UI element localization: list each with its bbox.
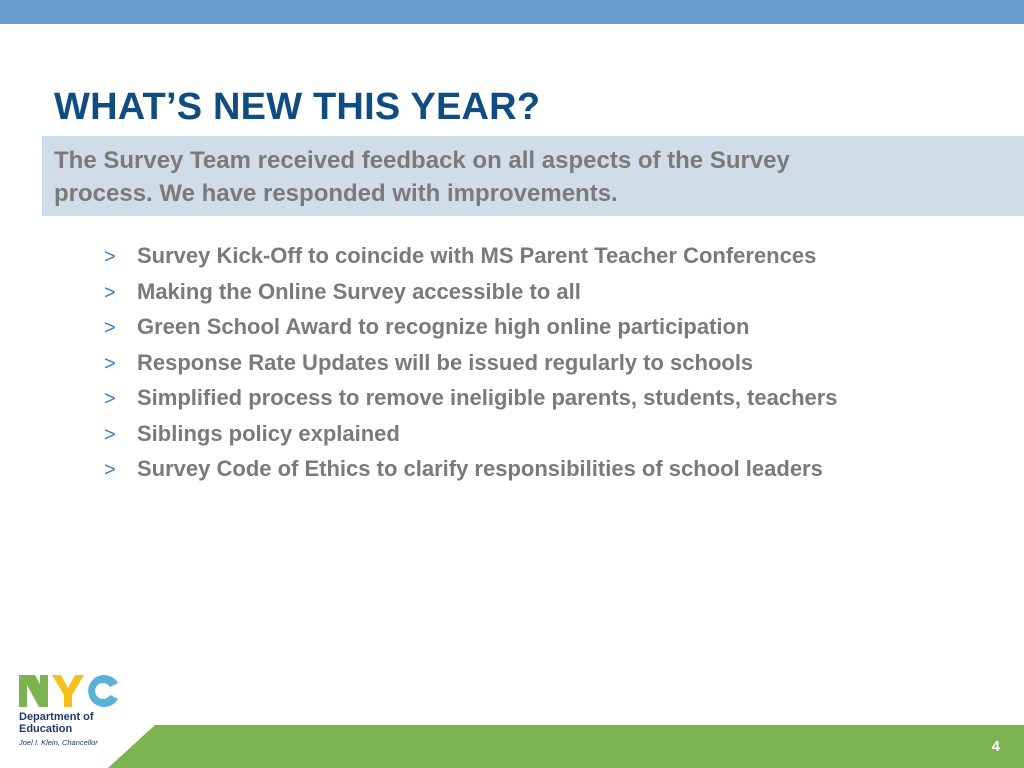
bullet-text: Response Rate Updates will be issued regularly to schools <box>137 349 754 375</box>
bullet-text: Simplified process to remove ineligible parents, students, teachers <box>137 385 838 410</box>
bullet-marker: > <box>104 246 116 268</box>
bullet-marker: > <box>104 317 116 339</box>
bullet-item <box>104 456 838 492</box>
bullet-text: Green School Award to recognize high online participation <box>137 314 750 339</box>
bullet-text: Making the Online Survey accessible to all <box>137 278 581 304</box>
footer-green-bar <box>0 725 1024 768</box>
subtitle-line-2: process. We have responded with improvements. <box>54 180 618 207</box>
bullet-text: Siblings policy explained <box>137 420 400 446</box>
bullet-marker: > <box>104 281 116 304</box>
bullet-marker: > <box>104 388 116 410</box>
logo-chancellor-text: Joel I. Klein, Chancellor <box>19 738 98 747</box>
subtitle-line-1: The Survey Team received feedback on all aspects of the Survey <box>54 147 790 174</box>
bullet-item <box>104 385 838 421</box>
logo-department-text: Department of Education <box>19 711 94 735</box>
bullet-marker: > <box>104 423 116 446</box>
bullet-item <box>104 350 838 386</box>
bullet-item <box>104 243 838 279</box>
bullet-text: Survey Code of Ethics to clarify responsibilities of school leaders <box>137 456 823 481</box>
bullet-item <box>104 279 838 315</box>
page-number: 4 <box>991 738 1000 755</box>
slide-title: WHAT’S NEW THIS YEAR? <box>54 86 541 128</box>
top-accent-bar <box>0 0 1024 24</box>
bullet-text: Survey Kick-Off to coincide with MS Parent Teacher Conferences <box>137 243 817 268</box>
subtitle-box <box>42 136 1024 216</box>
bullet-item <box>104 314 838 350</box>
bullet-marker: > <box>104 352 116 375</box>
bullet-list <box>104 243 838 492</box>
bullet-item <box>104 421 838 457</box>
bullet-marker: > <box>104 459 116 481</box>
nyc-logo-mark <box>18 673 138 713</box>
